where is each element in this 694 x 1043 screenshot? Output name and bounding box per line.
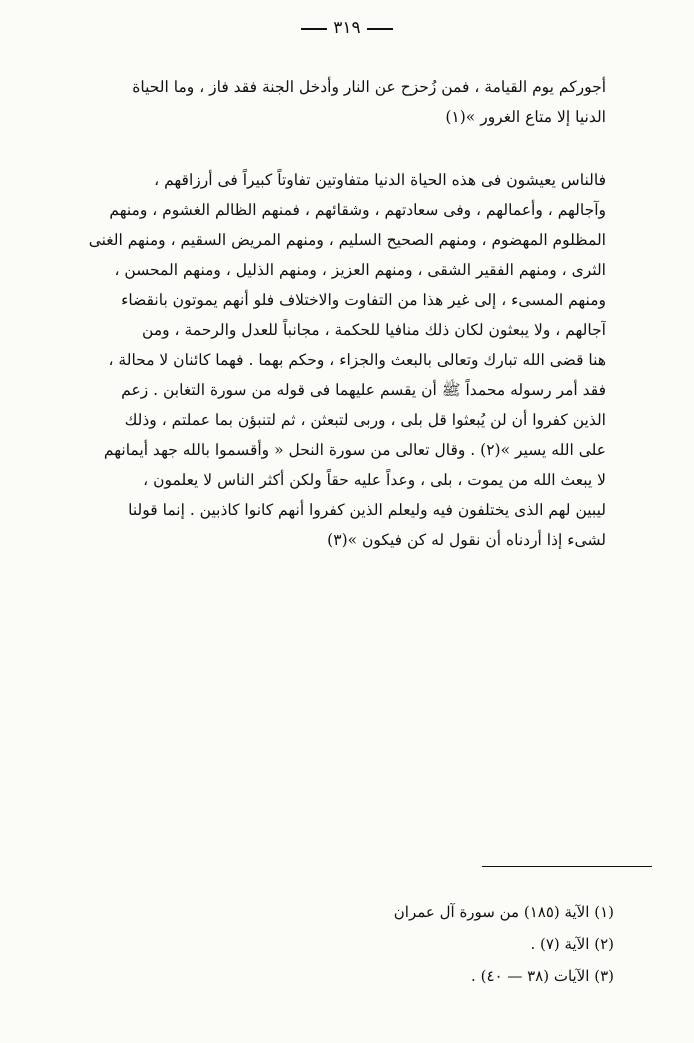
text-line: هنا قضى الله تبارك وتعالى بالبعث والجزاء ، وحكم بهما . فهما كائنان لا محالة ،	[108, 351, 606, 369]
footnotes	[214, 896, 614, 992]
page-header	[0, 18, 694, 38]
text-line: لا يبعث الله من يموت ، بلى ، وعداً عليه حقاً ولكن أكثر الناس لا يعلمون ،	[143, 471, 606, 489]
text-line: آجالهم ، ولا يبعثون لكان ذلك منافيا للحكمة ، مجانباً للعدل والرحمة ، ومن	[142, 321, 606, 339]
text-line: وآجالهم ، وأعمالهم ، وفى سعادتهم ، وشقائهم ، فمنهم الظالم الغشوم ، ومنهم	[109, 201, 606, 219]
page-number: ٣١٩	[333, 18, 361, 38]
text-line: فالناس يعيشون فى هذه الحياة الدنيا متفاوتين تفاوتاً كبيراً فى أرزاقهم ،	[154, 171, 606, 189]
text-line: الثرى ، ومنهم الفقير الشقى ، ومنهم العزيز ، ومنهم الذليل ، ومنهم المحسن ،	[114, 261, 606, 279]
text-line: أجوركم يوم القيامة ، فمن زُحزح عن النار وأدخل الجنة فقد فاز ، وما الحياة	[132, 78, 606, 96]
paragraph-1	[86, 72, 606, 132]
footnote-1: (١) الآية (١٨٥) من سورة آل عمران	[393, 903, 614, 921]
header-dash-right	[367, 28, 393, 30]
paragraph-2	[86, 165, 606, 555]
footnote-3: (٣) الآيات (٣٨ — ٤٠) .	[471, 967, 614, 985]
text-line: فقد أمر رسوله محمداً ﷺ أن يقسم عليهما فى قوله من سورة التغابن . زعم	[121, 381, 606, 399]
footnote-separator	[482, 866, 652, 867]
header-dash-left	[301, 28, 327, 30]
text-line: على الله يسير »(٢) . وقال تعالى من سورة النحل « وأقسموا بالله جهد أيمانهم	[103, 441, 606, 459]
footnote-2: (٢) الآية (٧) .	[530, 935, 614, 953]
text-line: ليبين لهم الذى يختلفون فيه وليعلم الذين كفروا أنهم كانوا كاذبين . إنما قولنا	[128, 501, 606, 519]
text-line: المظلوم المهضوم ، ومنهم الصحيح السليم ، ومنهم المريض السقيم ، ومنهم الغنى	[88, 231, 606, 249]
text-line: الدنيا إلا متاع الغرور »(١)	[445, 108, 606, 126]
text-line: لشىء إذا أردناه أن نقول له كن فيكون »(٣)	[327, 531, 606, 549]
text-line: الذين كفروا أن لن يُبعثوا قل بلى ، وربى لتبعثن ، ثم لتنبؤن بما عملتم ، وذلك	[124, 411, 606, 429]
text-line: ومنهم المسىء ، إلى غير هذا من التفاوت والاختلاف فلو أنهم يموتون بانقضاء	[121, 291, 606, 309]
